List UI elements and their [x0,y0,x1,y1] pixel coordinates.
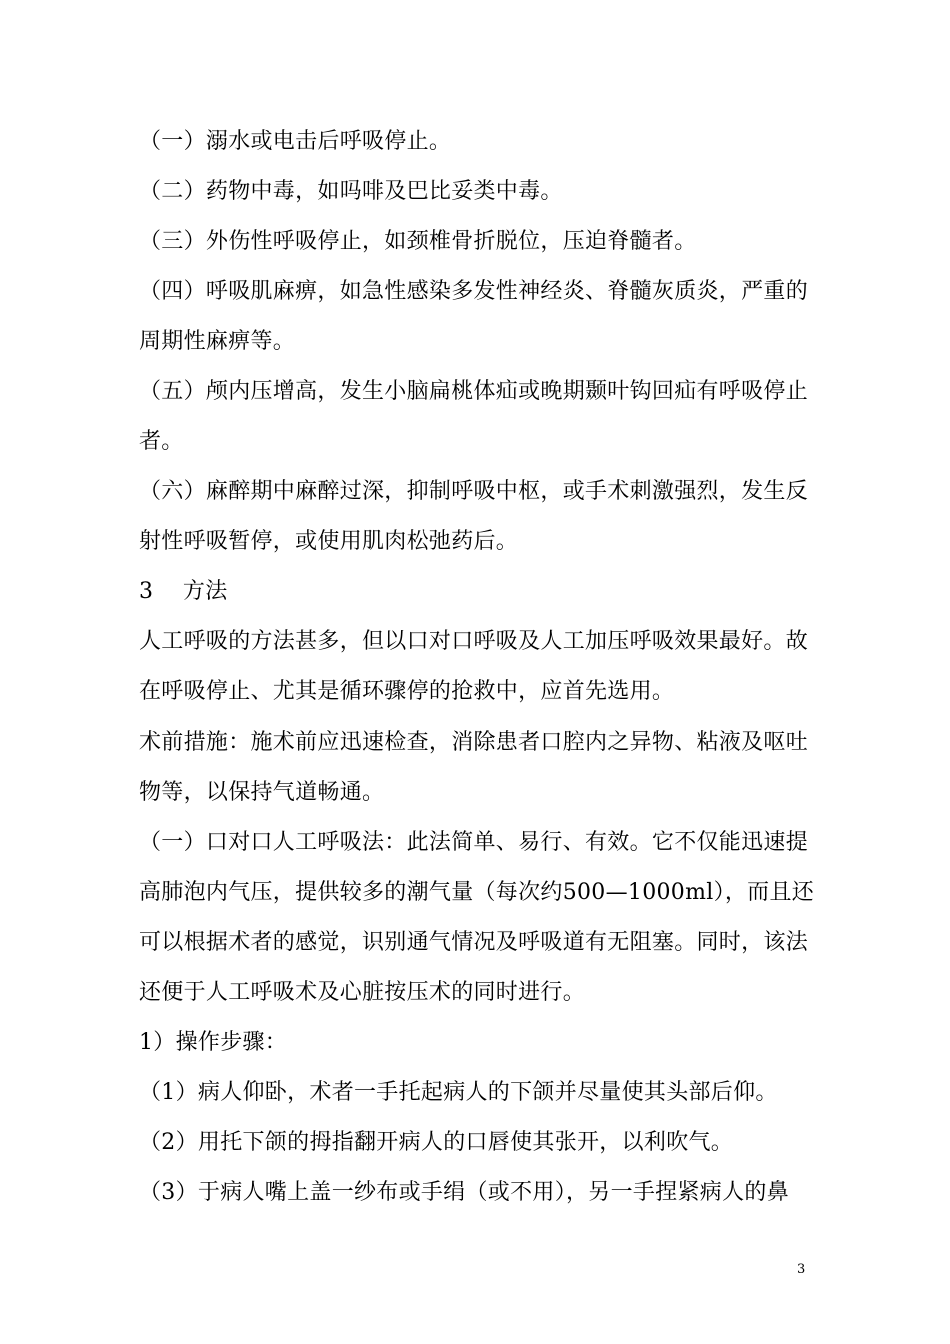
text-line: 者。 [139,429,184,454]
text-line: 高肺泡内气压，提供较多的潮气量（每次约500—1000ml），而且还 [139,880,815,905]
text-line: （三）外伤性呼吸停止，如颈椎骨折脱位，压迫脊髓者。 [139,229,697,254]
text-line: （六）麻醉期中麻醉过深，抑制呼吸中枢，或手术刺激强烈，发生反 [139,479,809,504]
text-line: 在呼吸停止、尤其是循环骤停的抢救中，应首先选用。 [139,679,675,704]
text-line: （1）病人仰卧，术者一手托起病人的下颌并尽量使其头部后仰。 [139,1080,778,1105]
text-line: （一）溺水或电击后呼吸停止。 [139,129,452,154]
text-line: （2）用托下颌的拇指翻开病人的口唇使其张开，以利吹气。 [139,1130,734,1155]
section-heading: 3 方法 [139,579,228,604]
text-line: 还便于人工呼吸术及心脏按压术的同时进行。 [139,980,586,1005]
text-line: （四）呼吸肌麻痹，如急性感染多发性神经炎、脊髓灰质炎，严重的 [139,279,809,304]
text-line: 1）操作步骤： [139,1030,288,1055]
text-line: （一）口对口人工呼吸法：此法简单、易行、有效。它不仅能迅速提 [139,830,809,855]
text-line: 人工呼吸的方法甚多，但以口对口呼吸及人工加压呼吸效果最好。故 [139,629,809,654]
page-number: 3 [797,1262,806,1277]
text-line: （五）颅内压增高，发生小脑扁桃体疝或晚期颞叶钩回疝有呼吸停止 [139,379,809,404]
text-line: （二）药物中毒，如吗啡及巴比妥类中毒。 [139,179,563,204]
text-line: 物等，以保持气道畅通。 [139,780,385,805]
text-line: 射性呼吸暂停，或使用肌肉松弛药后。 [139,529,519,554]
text-line: （3）于病人嘴上盖一纱布或手绢（或不用），另一手捏紧病人的鼻 [139,1180,789,1205]
text-line: 周期性麻痹等。 [139,329,296,354]
text-line: 可以根据术者的感觉，识别通气情况及呼吸道有无阻塞。同时，该法 [139,930,809,955]
text-line: 术前措施：施术前应迅速检查，消除患者口腔内之异物、粘液及呕吐 [139,730,809,755]
